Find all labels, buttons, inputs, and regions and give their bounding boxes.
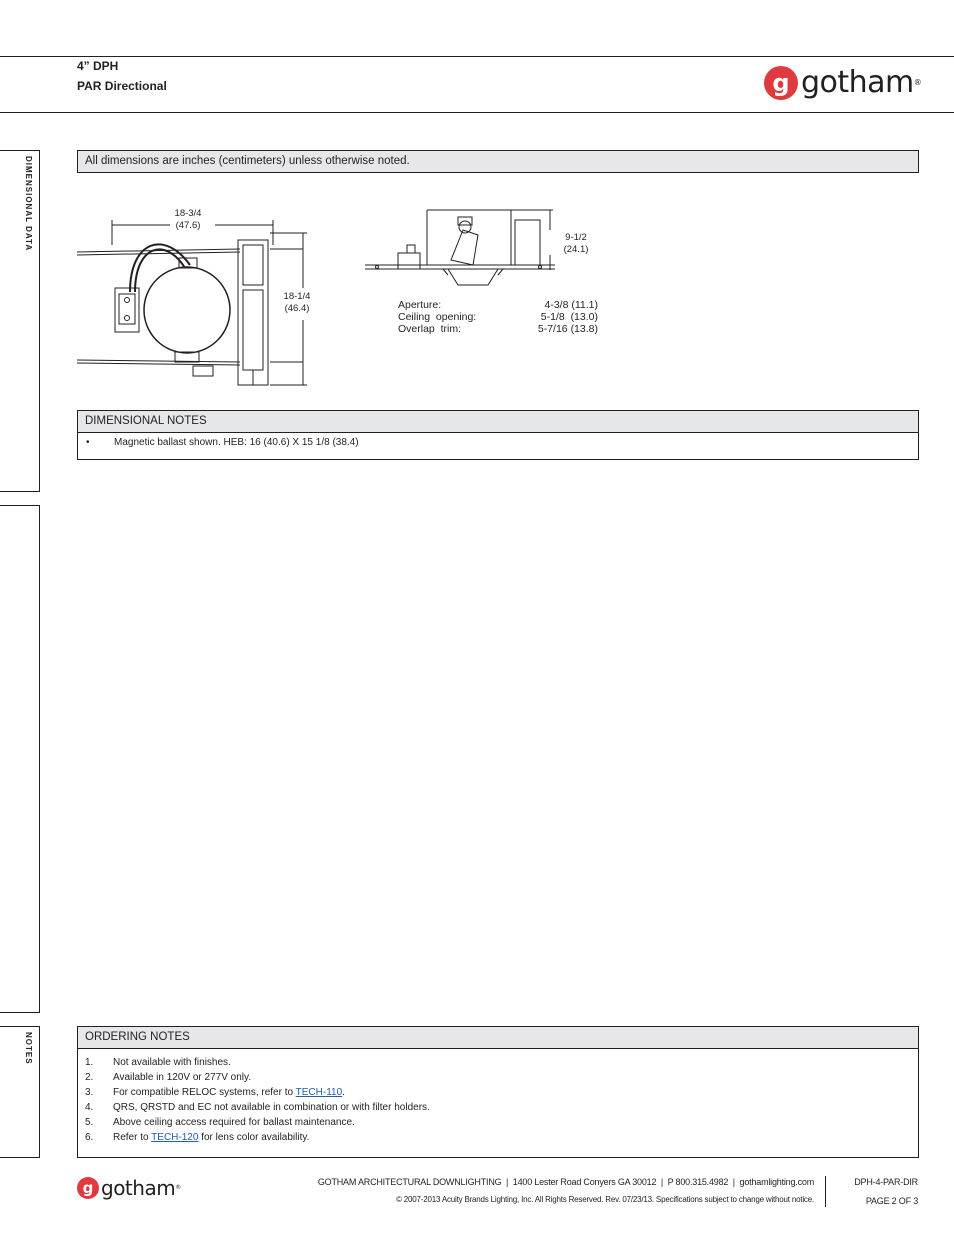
- side-tab-notes: [0, 1026, 40, 1158]
- list-item: 1. Not available with finishes.: [85, 1057, 231, 1068]
- product-subtitle: PAR Directional: [77, 79, 167, 93]
- footer-gotham-logo: [77, 1177, 181, 1199]
- spec-row-overlap-trim: Overlap trim: 5-7/16 (13.8): [398, 323, 598, 335]
- section-height-cm: (24.1): [563, 244, 589, 255]
- header-top-rule: [0, 56, 954, 57]
- height-dimension: [274, 291, 320, 315]
- dimension-note-text: All dimensions are inches (centimeters) unless otherwise noted.: [85, 155, 410, 167]
- ordering-notes-heading: ORDERING NOTES: [85, 1031, 190, 1043]
- dimension-note-bar: [77, 150, 919, 173]
- side-tab-dimensional-label: DIMENSIONAL DATA: [24, 156, 33, 252]
- product-title: 4” DPH: [77, 59, 119, 73]
- dimensional-note-text: Magnetic ballast shown. HEB: 16 (40.6) X 15 1/8 (38.4): [114, 437, 359, 448]
- ordering-notes-box: [77, 1049, 919, 1158]
- section-view-drawing: [363, 205, 563, 290]
- width-dimension: [163, 208, 213, 232]
- width-cm: (47.6): [175, 220, 201, 231]
- footer-logo-wordmark: gotham: [101, 1176, 176, 1200]
- list-item: [86, 437, 918, 448]
- ordering-notes-list: [78, 1049, 918, 1145]
- dimensional-notes-box: [77, 433, 919, 460]
- side-tab-dimensional: [0, 150, 40, 492]
- section-height-dimension: [556, 232, 596, 256]
- footer-copyright: © 2007-2013 Acuity Brands Lighting, Inc. All Rights Reserved. Rev. 07/23/13. Specifications subject to change without notice.: [396, 1195, 814, 1204]
- list-item: 4. QRS, QRSTD and EC not available in combination or with filter holders.: [85, 1102, 430, 1113]
- bullet: •: [86, 437, 90, 448]
- footer-gotham-g-icon: g: [77, 1177, 99, 1199]
- dimensional-notes-heading: DIMENSIONAL NOTES: [85, 415, 207, 427]
- side-tab-blank: [0, 505, 40, 1013]
- opening-specs: [398, 299, 598, 335]
- logo-wordmark: gotham: [801, 65, 914, 100]
- spec-row-ceiling-opening: Ceiling opening: 5-1/8 (13.0): [398, 311, 598, 323]
- gotham-logo: [764, 66, 921, 100]
- ordering-notes-heading-bar: [77, 1026, 919, 1049]
- width-in: 18-3/4: [174, 208, 202, 219]
- header-bottom-rule: [0, 112, 954, 113]
- spec-row-aperture: Aperture: 4-3/8 (11.1): [398, 299, 598, 311]
- logo-registered: ®: [913, 78, 922, 87]
- list-item: 5. Above ceiling access required for ballast maintenance.: [85, 1117, 355, 1128]
- footer-address: GOTHAM ARCHITECTURAL DOWNLIGHTING | 1400 Lester Road Conyers GA 30012 | P 800.315.4982 | gothamlighting.com: [317, 1177, 814, 1187]
- tech-110-link[interactable]: TECH-110: [295, 1087, 343, 1098]
- section-height-in: 9-1/2: [565, 232, 587, 243]
- footer-logo-registered: ®: [175, 1184, 181, 1191]
- footer-doc-code: DPH-4-PAR-DIR: [854, 1177, 918, 1187]
- side-tab-notes-label: NOTES: [24, 1032, 33, 1065]
- height-in: 18-1/4: [283, 291, 311, 302]
- tech-120-link[interactable]: TECH-120: [151, 1132, 199, 1143]
- footer-page-number: PAGE 2 OF 3: [865, 1196, 918, 1206]
- list-item: 3. For compatible RELOC systems, refer to TECH-110.: [85, 1087, 345, 1098]
- dimensional-notes-heading-bar: [77, 410, 919, 433]
- height-cm: (46.4): [284, 303, 310, 314]
- gotham-g-icon: g: [764, 66, 798, 100]
- list-item: 2. Available in 120V or 277V only.: [85, 1072, 252, 1083]
- footer-divider: [825, 1176, 826, 1207]
- list-item: 6. Refer to TECH-120 for lens color availability.: [85, 1132, 310, 1143]
